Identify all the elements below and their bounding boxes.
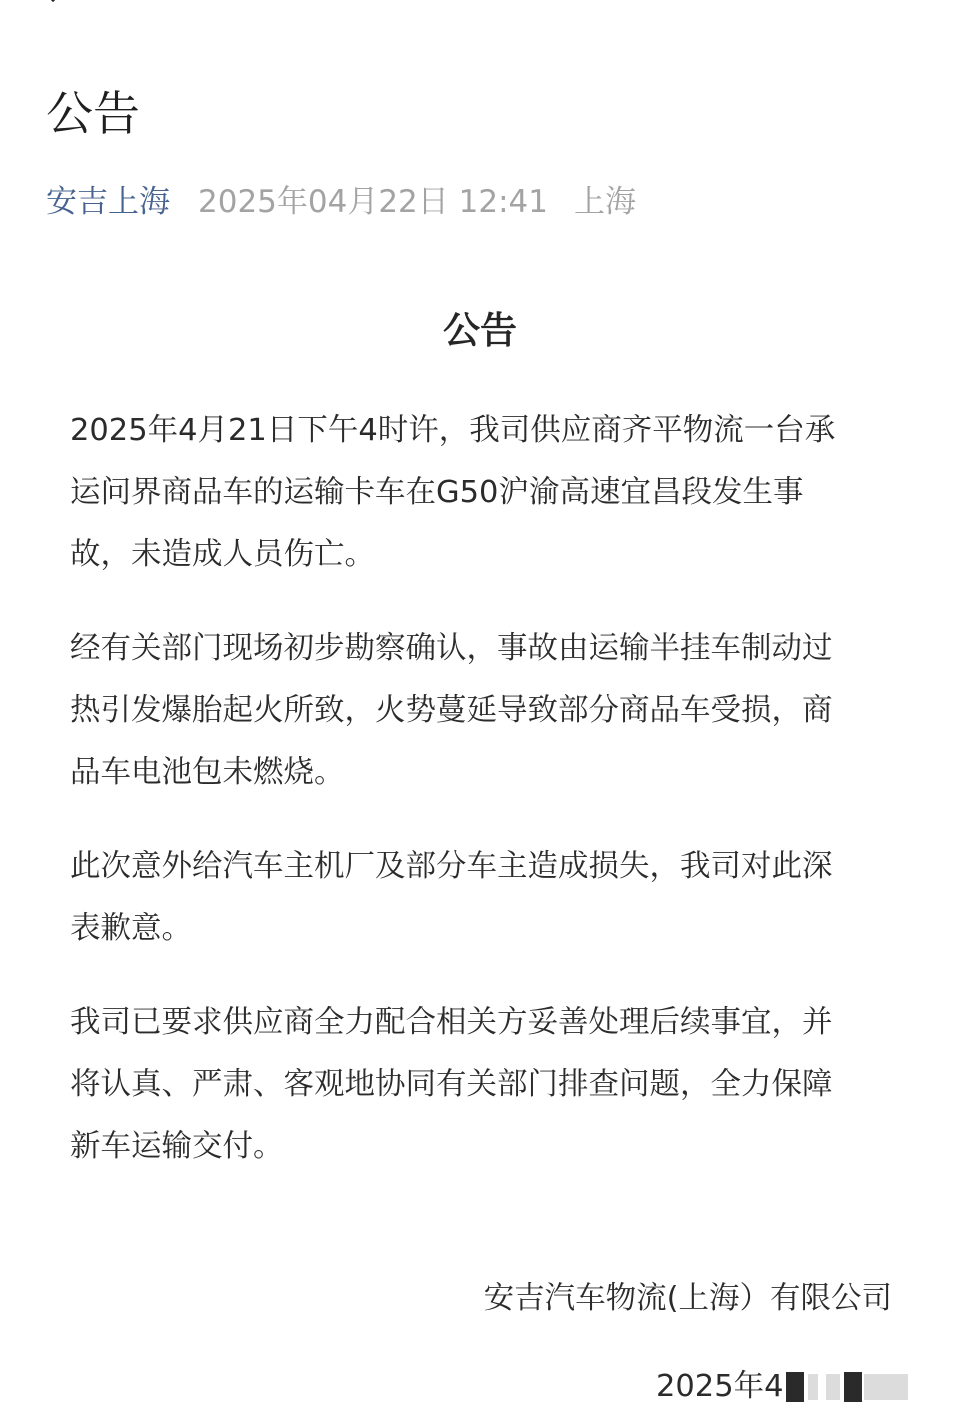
paragraph-line: 将认真、严肃、客观地协同有关部门排查问题，全力保障: [70, 1067, 833, 1102]
paragraph: [70, 618, 900, 804]
paragraph-line: 品车电池包未燃烧。: [70, 755, 345, 790]
redaction-block: [844, 1372, 862, 1402]
publish-datetime: 2025年04月22日 12:41: [198, 184, 548, 220]
company-signature: 安吉汽车物流(上海）有限公司: [483, 1281, 892, 1316]
paragraph: [70, 836, 900, 960]
paragraph-line: 表歉意。: [70, 911, 192, 946]
notice-date-text: 2025年4: [656, 1369, 784, 1404]
redaction-block: [808, 1374, 818, 1400]
redaction-block: [864, 1374, 908, 1400]
paragraph-line: 热引发爆胎起火所致，火势蔓延导致部分商品车受损，商: [70, 693, 833, 728]
paragraph-line: 新车运输交付。: [70, 1129, 284, 1164]
paragraph-line: 经有关部门现场初步勘察确认，事故由运输半挂车制动过: [70, 631, 833, 666]
notice-date: [656, 1364, 908, 1410]
notice-heading: 公告: [443, 309, 517, 352]
post-meta: [46, 180, 636, 224]
account-name-link[interactable]: 安吉上海: [46, 184, 170, 220]
paragraph-line: 运问界商品车的运输卡车在G50沪渝高速宜昌段发生事: [70, 475, 804, 510]
redaction-block: [826, 1374, 840, 1400]
paragraph-line: 2025年4月21日下午4时许，我司供应商齐平物流一台承: [70, 413, 836, 448]
paragraph-line: 此次意外给汽车主机厂及部分车主造成损失，我司对此深: [70, 849, 833, 884]
paragraph-line: 故，未造成人员伤亡。: [70, 537, 375, 572]
paragraph: [70, 400, 900, 586]
redaction-block: [786, 1372, 804, 1402]
page-title: 公告: [46, 87, 140, 142]
notice-body: [70, 400, 900, 1210]
paragraph: [70, 992, 900, 1178]
close-icon[interactable]: [36, 0, 70, 12]
paragraph-line: 我司已要求供应商全力配合相关方妥善处理后续事宜，并: [70, 1005, 833, 1040]
publish-location: 上海: [573, 184, 636, 220]
